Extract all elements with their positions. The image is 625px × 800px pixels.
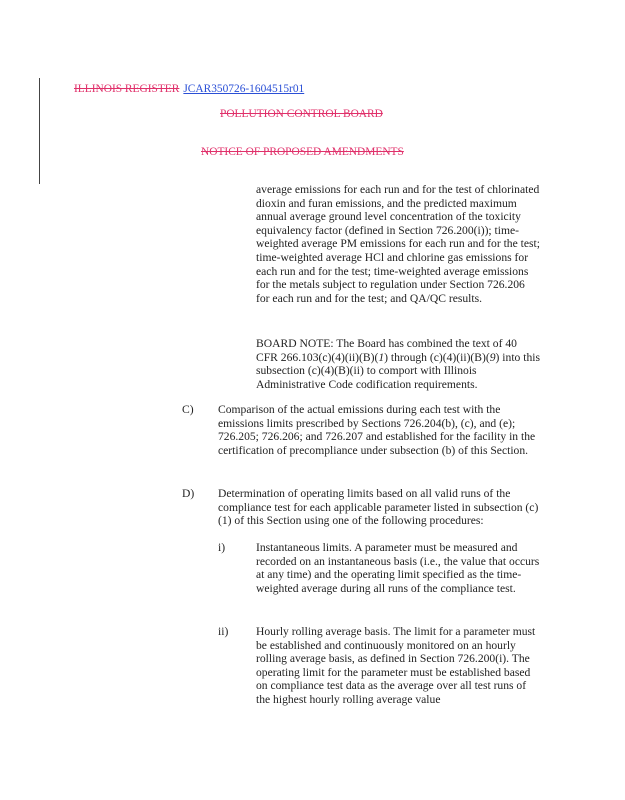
item-ii-marker: ii) <box>218 625 229 638</box>
board-note-italic-1: 1 <box>378 350 385 364</box>
item-c-text: Comparison of the actual emissions during each test with the emissions limits prescribed by Sections 726.204(b), (c), and (e); 726.205; 726.206; and 726.207 and established for the facility in the certification of precompliance under subsection (b) of this Section. <box>218 403 536 457</box>
board-header: POLLUTION CONTROL BOARD <box>220 108 383 120</box>
item-d-marker: D) <box>182 487 195 500</box>
notice-header: NOTICE OF PROPOSED AMENDMENTS <box>201 146 404 158</box>
item-ii-text: Hourly rolling average basis. The limit for a parameter must be established and continuously monitored on an hourly rolling average basis, as defined in Section 726.200(i). The operating limit for the parameter must be established based on compliance test data as the average over all test runs of the highest hourly rolling average value <box>256 625 536 706</box>
item-i-marker: i) <box>218 541 226 554</box>
board-note-part-a: BOARD NOTE: The Board has combined the text of 40 CFR 266.103(c)(4)(ii)(B)( <box>256 337 517 364</box>
register-title-struck: ILLINOIS REGISTER <box>74 83 180 95</box>
item-c-marker: C) <box>182 403 194 416</box>
item-d-text: Determination of operating limits based on all valid runs of the compliance test for each applicable parameter listed in subsection (c)(1) of this Section using one of the following procedures: <box>218 487 539 528</box>
register-id-inserted: JCAR350726-1604515r01 <box>183 83 305 95</box>
board-note-part-c: ) into this subsection (c)(4)(B)(ii) to comport with Illinois Administrative Code codification requirements. <box>256 350 540 391</box>
revision-bar <box>39 78 40 184</box>
item-i-text: Instantaneous limits. A parameter must be measured and recorded on an instantaneous basis (i.e., the value that occurs at any time) and the operating limit specified as the time-weighted average during all runs of the compliance test. <box>256 541 540 595</box>
board-note <box>256 337 540 391</box>
register-header <box>74 83 304 96</box>
board-note-part-b: ) through (c)(4)(ii)(B)( <box>384 350 490 364</box>
paragraph-emissions-results: average emissions for each run and for the test of chlorinated dioxin and furan emissions, and the predicted maximum annual average ground level concentration of the toxicity equivalency factor (defined in Section 726.200(i)); time-weighted average PM emissions for each run and for the test; time-weighted average HCl and chlorine gas emissions for each run and for the test; time-weighted average emissions for the metals subject to regulation under Section 726.206 for each run and for the test; and QA/QC results. <box>256 183 540 305</box>
board-note-italic-2: 9 <box>489 350 496 364</box>
